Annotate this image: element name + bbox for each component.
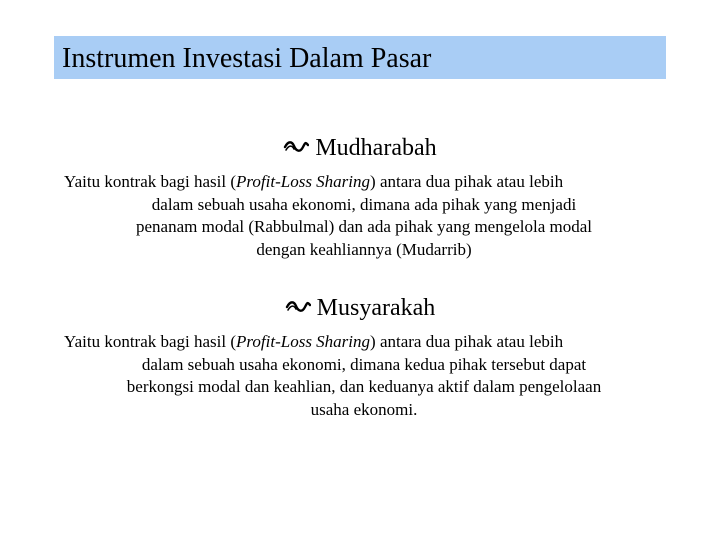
paragraph-line: Yaitu kontrak bagi hasil (Profit-Loss Sharing) antara dua pihak atau lebih [64, 332, 564, 351]
wave-bullet-icon [285, 298, 311, 316]
slide-title: Instrumen Investasi Dalam Pasar [62, 43, 432, 74]
section-heading-mudharabah [0, 133, 720, 163]
section-heading-label: Mudharabah [315, 135, 437, 161]
definition-paragraph-mudharabah [64, 171, 664, 261]
paragraph-line: berkongsi modal dan keahlian, dan keduanya aktif dalam pengelolaan [126, 377, 602, 396]
title-bar [54, 36, 666, 79]
paragraph-line: dalam sebuah usaha ekonomi, dimana ada pihak yang menjadi [151, 194, 577, 214]
paragraph-line: penanam modal (Rabbulmal) dan ada pihak yang mengelola modal [135, 217, 593, 236]
section-heading-label: Musyarakah [316, 295, 436, 321]
paragraph-line: usaha ekonomi. [310, 399, 418, 419]
paragraph-line: Yaitu kontrak bagi hasil (Profit-Loss Sharing) antara dua pihak atau lebih [64, 172, 564, 191]
wave-bullet-icon [283, 138, 309, 156]
section-heading-musyarakah [0, 293, 720, 323]
definition-paragraph-musyarakah [64, 331, 664, 421]
paragraph-line: dalam sebuah usaha ekonomi, dimana kedua pihak tersebut dapat [141, 354, 587, 374]
paragraph-line: dengan keahliannya (Mudarrib) [256, 239, 472, 259]
